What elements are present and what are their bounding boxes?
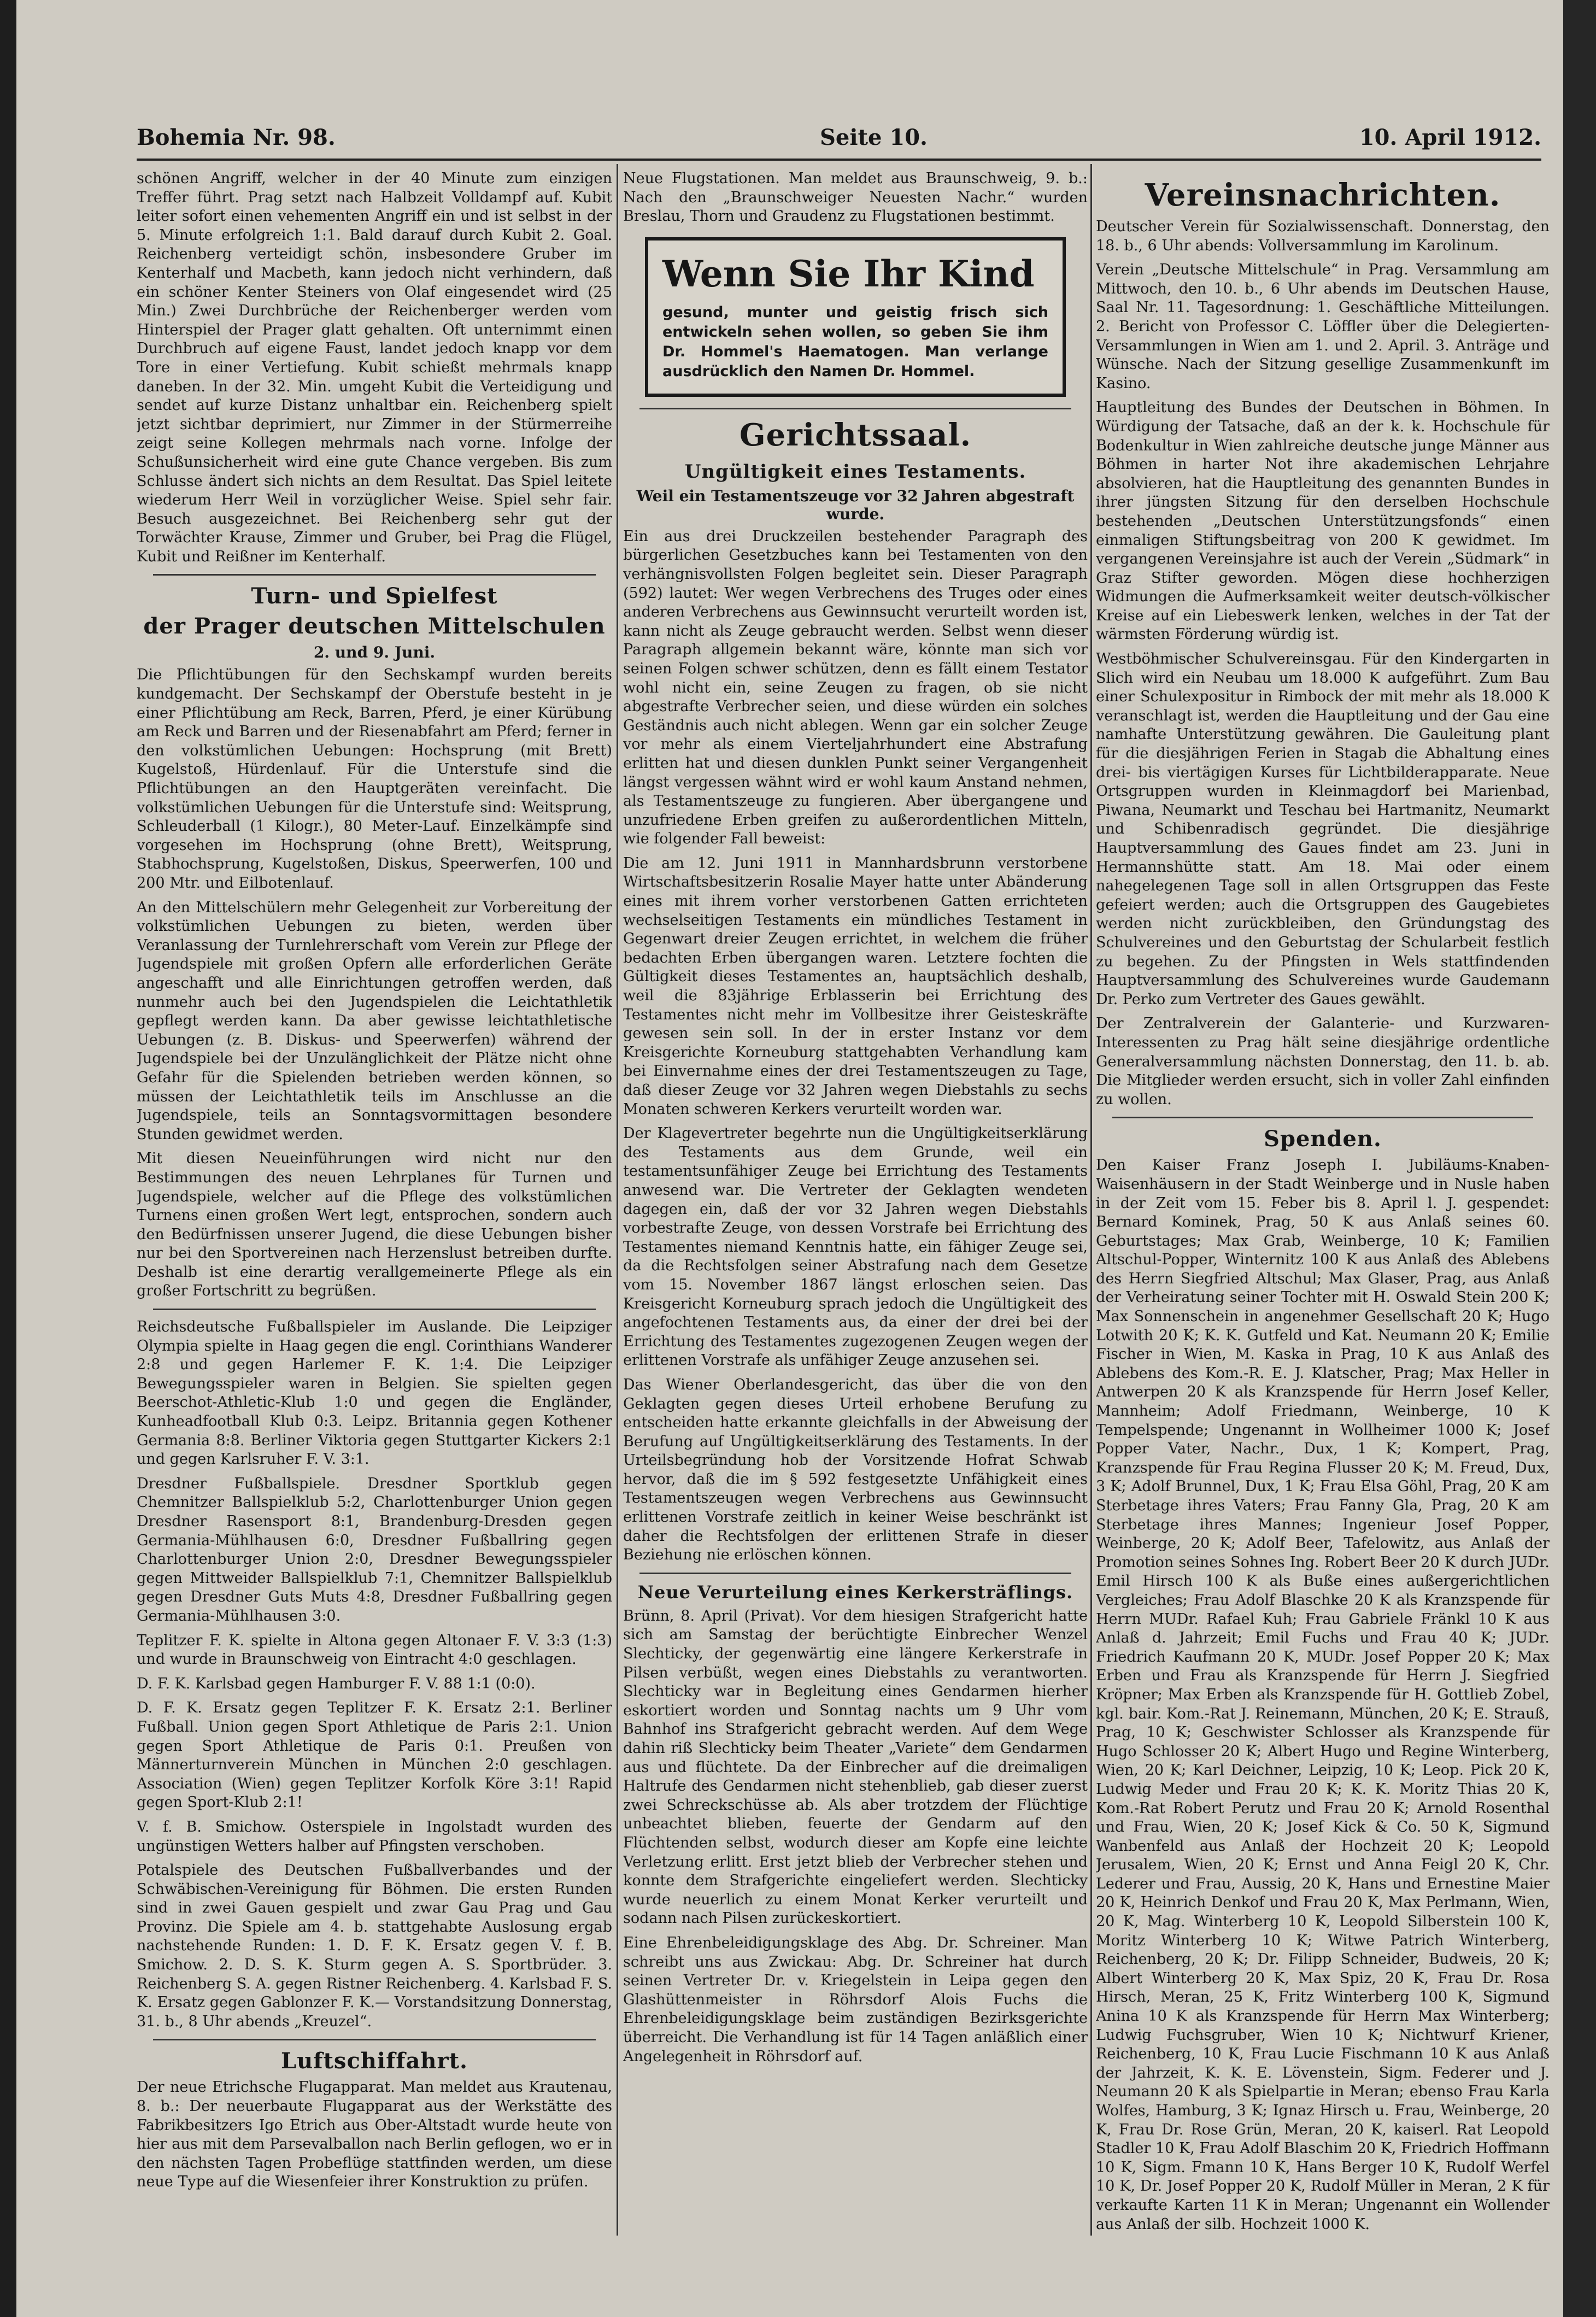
scan-left-edge — [0, 0, 16, 2317]
kerker-paragraph-1: Brünn, 8. April (Privat). Vor dem hiesigen Strafgericht hatte sich am Samstag der berüchtigte Einbrecher Wenzel Slechticky, der gegenwärtig eine längere Kerkerstrafe in Pilsen verbüßt, wegen eines Diebstahls zu verantworten. Slechticky war in Begleitung eines Gendarmen hierher eskortiert worden und Sonntag nachts um 9 Uhr vom Bahnhof ins Strafgericht gebracht werden. Auf dem Wege dahin riß Slechticky beim Theater „Variete“ dem Gendarmen aus und flüchtete. Da der Einbrecher auf die dreimaligen Haltrufe des Gendarmen nicht stehenblieb, gab dieser zuerst zwei Schreckschüsse ab. Als aber trotzdem der Flüchtige unbeachtet blieben, feuerte der Gendarm auf den Flüchtenden selbst, wodurch dieser am Kopfe eine leichte Verletzung erlitt. Erst jetzt blieb der Verbrecher stehen und konnte dem Strafgerichte eingeliefert werden. Slechticky wurde neuerlich zu einem Monat Kerker verurteilt und sodann nach Pilsen zurückeskortiert. — [623, 1607, 1088, 1927]
heading-gerichtssaal: Gerichtssaal. — [739, 417, 972, 453]
heading-spenden: Spenden. — [1264, 1126, 1382, 1152]
turnfest-paragraph-2: An den Mittelschülern mehr Gelegenheit zur Vorbereitung der volkstümlichen Uebungen zu bieten, werden über Veranlassung der Turnlehrerschaft vom Verein zur Pflege der Jugendspiele mit großen Opfern alle erforderlichen Geräte angeschafft und alle Einrichtungen getroffen werden, daß nunmehr auch bei den Jugendspielen die Leichtathletik gepflegt werden kann. Da aber gewisse leichtathletische Uebungen (z. B. Diskus- und Speerwerfen) während der Jugendspiele bei der Unzulänglichkeit der Plätze nicht ohne Gefahr für die Spielenden betrieben werden können, so müssen der Leichtathletik teils im Anschlusse an die Jugendspiele, teils an Sonntagsvormittagen besondere Stunden gewidmet werden. — [137, 899, 612, 1143]
heading-turnfest: Turn- und Spielfest — [251, 583, 498, 609]
turnfest-date: 2. und 9. Juni. — [313, 643, 436, 662]
testament-paragraph-1: Ein aus drei Druckzeilen bestehender Paragraph des bürgerlichen Gesetzbuches kann bei Testamenten von den verhängnisvollsten Folgen begleitet sein. Dieser Paragraph (592) lautet: Wer wegen Verbrechens des Truges oder eines anderen Verbrechens aus Gewinnsucht verurteilt worden ist, kann nicht als Zeuge gebraucht werden. Selbst wenn dieser Paragraph allgemein bekannt wäre, könnte man sich vor seinen Folgen schwer schützen, denn es fällt einem Testator wohl nicht ein, seine Zeugen zu fragen, ob sie nicht abgestrafte Verbrecher seien, und diese würden ein solches Geständnis auch nicht ablegen. Wenn gar ein solcher Zeuge vor mehr als einem Vierteljahrhundert eine Abstrafung erlitten hat und diesen dunklen Punkt seiner Vergangenheit längst vergessen wähnt wird er wohl kaum Anstand nehmen, als Testamentszeuge zu fungieren. Aber übergangene und unzufriedene Erben greifen zu außerordentlichen Mitteln, wie folgender Fall beweist: — [623, 527, 1088, 848]
header-rule — [137, 159, 1541, 161]
turnfest-paragraph-3: Mit diesen Neueinführungen wird nicht nur den Bestimmungen des neuen Lehrplanes für Turnen und Jugendspiele, welcher auf die Pflege des volkstümlichen Turnens einen großen Wert legt, entsprochen, sondern auch den Bedürfnissen unserer Jugend, die diese Uebungen bisher nur bei den Sportvereinen nach Herzenslust betreiben durfte. Deshalb ist eine derartig verallgemeinerte Pflege als ein großer Fortschritt zu begrüßen. — [137, 1150, 612, 1300]
heading-luftschiffahrt: Luftschiffahrt. — [281, 2048, 468, 2074]
heading-turnfest-line2: der Prager deutschen Mittelschulen — [143, 613, 606, 640]
football-karlsbad: D. F. K. Karlsbad gegen Hamburger F. V. 88 1:1 (0:0). — [137, 1675, 536, 1692]
separator — [153, 574, 596, 576]
column-3 — [1096, 169, 1550, 2246]
separator — [639, 1573, 1071, 1574]
column-1 — [137, 169, 612, 2246]
verein-paragraph-4: Westböhmischer Schulvereinsgau. Für den Kindergarten in Slich wird ein Neubau um 18.000 K aufgeführt. Zum Bau einer Schulexpositur in Rimbock der mit mehr als 18.000 K veranschlagt ist, werden die Hauptleitung und der Gau eine namhafte Unterstützung gewähren. Die Gauleitung plant für die diesjährigen Ferien in Stagab die Abhaltung eines drei- bis viertägigen Kurses für Lichtbilderapparate. Neue Ortsgruppen wurden in Kleinmagdorf bei Marienbad, Piwana, Neumarkt und Teschau bei Hartmanitz, Neumarkt und Schibenradisch gegründet. Die diesjährige Hauptversammlung des Gaues findet am 23. Juni in Hermannshütte statt. Am 18. Mai oder einem nahegelegenen Tage soll in allen Ortsgruppen das Feste gefeiert werden; auch die Ortsgruppen des Gaugebietes werden nicht zurückbleiben, den Gründungstag des Schulvereines und den Geburtstag der Schularbeit festlich zu begehen. Zu der Pfingsten in Wels stattfindenden Hauptversammlung des Schulvereines wurde Gaudemann Dr. Perko zum Vertreter des Gaues gewählt. — [1096, 650, 1550, 1008]
testament-paragraph-4: Das Wiener Oberlandesgericht, das über die von den Geklagten gegen dieses Urteil erhobene Berufung zu entscheiden hatte erkannte gleichfalls in der Abweisung der Berufung auf Ungültigkeitserklärung des Testaments. In der Urteilsbegründung hob der Vorsitzende Hofrat Schwab hervor, daß die im § 592 festgesetzte Unfähigkeit eines Testamentszeugen wegen Verbrechens aus Gewinnsucht erlittenen Vorstrafe zeitlich in keiner Weise beschränkt ist daher die Rechtsfolgen der erlittenen Strafe in dieser Beziehung nie erlöschen können. — [623, 1376, 1088, 1564]
column-2 — [623, 169, 1088, 2246]
header-date: 10. April 1912. — [1359, 125, 1541, 150]
testament-subheading: Weil ein Testamentszeuge vor 32 Jahren abgestraft wurde. — [636, 486, 1075, 523]
ad-headline: Wenn Sie Ihr Kind — [662, 252, 1035, 295]
scan-right-edge — [1563, 0, 1596, 2317]
verein-paragraph-5: Der Zentralverein der Galanterie- und Kurzwaren-Interessenten zu Prag hält seine diesjährige ordentliche Generalversammlung nächsten Donnerstag, den 11. b. ab. Die Mitglieder werden ersucht, sich in voller Zahl einfinden zu wollen. — [1096, 1015, 1550, 1108]
column-rule-1 — [617, 164, 618, 2236]
advertisement-haematogen — [645, 237, 1066, 397]
ad-body: gesund, munter und geistig frisch sich entwickeln sehen wollen, so geben Sie ihm Dr. Hommel's Haematogen. Man verlange ausdrücklich den Namen Dr. Hommel. — [662, 303, 1048, 380]
luftschiffahrt-paragraph: Der neue Etrichsche Flugapparat. Man meldet aus Krautenau, 8. b.: Der neuerbaute Flugapparat aus der Werkstätte des Fabrikbesitzers Igo Etrich aus Ober-Altstadt wurde heute von hier aus mit dem Parsevalballon nach Berlin geflogen, wo er in den nächsten Tagen Probeflüge stattfinden werden, um diese neue Type auf die Wiesenfeier ihrer Konstruktion zu prüfen. — [137, 2079, 612, 2191]
header-page-number: Seite 10. — [820, 125, 928, 150]
football-teplitz: Teplitzer F. K. spielte in Altona gegen Altonaer F. V. 3:3 (1:3) und wurde in Braunschweig von Eintracht 4:0 geschlagen. — [137, 1632, 612, 1668]
kerker-paragraph-2: Eine Ehrenbeleidigungsklage des Abg. Dr. Schreiner. Man schreibt uns aus Zwickau: Abg. Dr. Schreiner hat durch seinen Vertreter Dr. v. Kriegelstein in Leipa gegen den Glashüttenmeister in Röhrsdorf Alois Fuchs die Ehrenbeleidigungsklage beim zuständigen Bezirksgerichte überreicht. Die Verhandlung ist für 14 Tagen anläßlich einer Angelegenheit in Röhrsdorf auf. — [623, 1934, 1088, 2065]
football-abroad: Reichsdeutsche Fußballspieler im Auslande. Die Leipziger Olympia spielte in Haag gegen die engl. Corinthians Wanderer 2:8 und gegen Harlemer F. K. 1:4. Die Leipziger Bewegungsspieler waren in Belgien. Sie spielten gegen Beerschot-Athletic-Klub 1:0 und gegen die Engländer, Kunheadfootball Klub 0:3. Leipz. Britannia gegen Kothener Germania 8:8. Berliner Viktoria gegen Stuttgarter Kickers 2:1 und gegen Karlsruher F. V. 3:1. — [137, 1318, 612, 1468]
turnfest-paragraph-1: Die Pflichtübungen für den Sechskampf wurden bereits kundgemacht. Der Sechskampf der Oberstufe besteht in je einer Pflichtübung am Reck, Barren, Pferd, je einer Kürübung am Reck und Barren und der Riesenabfahrt am Pferd; ferner in den volkstümlichen Uebungen: Hochsprung (mit Brett) Kugelstoß, Hürdenlauf. Für die Unterstufe sind die Pflichtübungen an den Hauptgeräten vereinfacht. Die volkstümlichen Uebungen für die Unterstufe sind: Weitsprung, Schleuderball (1 Kilogr.), 80 Meter-Lauf. Einzelkämpfe sind vorgesehen im Hochsprung (ohne Brett), Weitsprung, Stabhochsprung, Kugelstoßen, Diskus, Speerwerfen, 100 und 200 Mtr. und Eilbotenlauf. — [137, 666, 612, 891]
spenden-paragraph: Den Kaiser Franz Joseph I. Jubiläums-Knaben-Waisenhäusern in der Stadt Weinberge und in Nusle haben in der Zeit vom 15. Feber bis 8. April l. J. gespendet: Bernard Kominek, Prag, 50 K aus Anlaß seines 60. Geburtstages; Max Grab, Weinberge, 10 K; Familien Altschul-Popper, Winternitz 100 K aus Anlaß des Ablebens des Herrn Siegfried Altschul; Max Glaser, Prag, aus Anlaß der Verheiratung seiner Tochter mit H. Oswald Stein 200 K; Max Sonnenschein in angenehmer Gesellschaft 20 K; Hugo Lotwith 20 K; K. K. Gutfeld und Kat. Neumann 20 K; Emilie Fischer in Wien, M. Kaska in Prag, 10 K aus Anlaß des Ablebens des Kom.-R. E. J. Klatscher, Prag; Max Heller in Antwerpen 20 K als Kranzspende für Herrn Josef Keller, Mannheim; Adolf Friedmann, Weinberge, 10 K Tempelspende; Ungenannt in Wollheimer 1000 K; Josef Popper Vater, Nachr., Dux, 1 K; Kompert, Prag, Kranzspende für Frau Regina Flusser 20 K; M. Freud, Dux, 3 K; Adolf Brunnel, Dux, 1 K; Frau Elsa Göhl, Prag, 20 K am Sterbetage ihres Vaters; Frau Fanny Gla, Prag, 20 K am Sterbetage ihres Mannes; Ingenieur Josef Popper, Weinberge, 20 K; Adolf Beer, Tafelowitz, aus Anlaß der Promotion seines Sohnes Ing. Robert Beer 20 K durch JUDr. Emil Hirsch 100 K als Buße eines außergerichtlichen Vergleiches; Frau Adolf Blaschke 20 K als Kranzspende für Herrn MUDr. Rafael Kuh; Frau Gabriele Fränkl 10 K aus Anlaß d. Jahrzeit; Emil Fuchs und Frau 40 K; JUDr. Friedrich Kaufmann 20 K, MUDr. Josef Popper 20 K; Max Erben und Frau als Kranzspende für Herrn J. Siegfried Kröpner; Max Erben als Kranzspende für H. Gottlieb Zobel, kgl. bair. Kom.-Rat J. Reinemann, München, 20 K; E. Strauß, Prag, 10 K; Geschwister Schlosser als Kranzspende für Hugo Schlosser 20 K; Albert Hugo und Regine Winterberg, Wien, 20 K; Karl Deichner, Leipzig, 10 K; Leop. Pick 20 K, Ludwig Meder und Frau 20 K; K. K. Moritz Thias 20 K, Kom.-Rat Robert Perutz und Frau 20 K; Arnold Rosenthal und Frau, Wien, 20 K; Josef Kick & Co. 50 K, Sigmund Wanbenfeld aus Anlaß der Hochzeit 20 K; Leopold Jerusalem, Wien, 20 K; Ernst und Anna Feigl 20 K, Chr. Lederer und Frau, Aussig, 20 K, Hans und Ernestine Maier 20 K, Heinrich Denkof und Frau 20 K, Max Perlmann, Wien, 20 K, Mag. Winterberg 10 K, Leopold Silberstein 100 K, Moritz Winterberg 10 K; Witwe Patrich Winterberg, Reichenberg, 20 K; Dr. Filipp Schneider, Budweis, 20 K; Albert Winterberg 20 K, Max Spiz, 20 K, Frau Dr. Rosa Hirsch, Meran, 25 K, Fritz Winterberg 100 K, Sigmund Anina 10 K als Kranzspende für Herrn Max Winterberg; Ludwig Fuchsgruber, Wien 10 K; Nichtwurf Kriener, Reichenberg, 10 K, Frau Lucie Fischmann 10 K aus Anlaß der Jahrzeit, K. K. E. Lövenstein, Sigm. Federer und J. Neumann 20 K als Spielpartie in Meran; ebenso Frau Karla Wolfes, Hamburg, 3 K; Ignaz Hirsch u. Frau, Weinberge, 20 K, Frau Dr. Rose Grün, Meran, 20 K, kaiserl. Rat Leopold Stadler 10 K, Frau Adolf Blaschim 20 K, Friedrich Hoffmann 10 K, Sigm. Fmann 10 K, Hans Berger 10 K, Rudolf Werfel 10 K, Dr. Josef Popper 20 K, Rudolf Müller in Meran, 2 K für verkaufte Karten 11 K in Meran; Ungenannt ein Wollender aus Anlaß der silb. Hochzeit 1000 K. — [1096, 1157, 1550, 2233]
header-publication: Bohemia Nr. 98. — [137, 125, 336, 150]
article-flugstationen: Neue Flugstationen. Man meldet aus Braunschweig, 9. b.: Nach den „Braunschweiger Neuesten Nachr.“ wurden Breslau, Thorn und Graudenz zu Flugstationen bestimmt. — [623, 170, 1088, 225]
separator — [153, 1309, 596, 1310]
separator — [1112, 1117, 1533, 1118]
testament-paragraph-3: Der Klagevertreter begehrte nun die Ungültigkeitserklärung des Testaments aus dem Grunde, weil ein testamentsunfähiger Zeuge bei Errichtung des Testaments anwesend war. Die Vertreter der Geklagten wendeten dagegen ein, daß der vor 32 Jahren wegen Diebstahls vorbestrafte Zeuge, von dessen Vorstrafe bei Errichtung des Testamentes niemand Kenntnis hatte, ein fähiger Zeuge sei, da die Rechtsfolgen seiner Abstrafung nach dem Gesetze vom 15. November 1867 längst erloschen seien. Das Kreisgericht Korneuburg sprach jedoch die Ungültigkeit des angefochtenen Testaments aus, da einer der drei bei der Errichtung des Testamentes zugezogenen Zeugen wegen der erlittenen Vorstrafe als unfähiger Zeuge anzusehen sei. — [623, 1125, 1088, 1369]
separator — [639, 408, 1071, 409]
verein-paragraph-2: Verein „Deutsche Mittelschule“ in Prag. Versammlung am Mittwoch, den 10. b., 6 Uhr abends im Deutschen Hause, Saal Nr. 11. Tagesordnung: 1. Geschäftliche Mitteilungen. 2. Bericht von Professor C. Löffler über die Delegierten-Versammlungen in Wien am 1. und 2. April. 3. Anträge und Wünsche. Nach der Sitzung gesellige Zusammenkunft im Kasino. — [1096, 261, 1550, 392]
column-rule-2 — [1090, 164, 1092, 2236]
heading-kerkerstraefling: Neue Verurteilung eines Kerkersträflings. — [637, 1581, 1073, 1603]
separator — [153, 2039, 596, 2040]
heading-testament: Ungültigkeit eines Testaments. — [684, 460, 1026, 483]
football-dresden: Dresdner Fußballspiele. Dresdner Sportklub gegen Chemnitzer Ballspielklub 5:2, Charlottenburger Union gegen Dresdner Rasensport 8:1, Brandenburg-Dresden gegen Germania-Mühlhausen 6:0, Dresdner Fußballring gegen Charlottenburger Union 2:0, Dresdner Bewegungsspieler gegen Mittweider Ballspielklub 7:1, Chemnitzer Ballspielklub gegen Dresdner Guts Muts 4:8, Dresdner Fußballring gegen Germania-Mühlhausen 3:0. — [137, 1475, 612, 1624]
verein-paragraph-1: Deutscher Verein für Sozialwissenschaft. Donnerstag, den 18. b., 6 Uhr abends: Vollversammlung im Karolinum. — [1096, 218, 1550, 254]
football-cup: Potalspiele des Deutschen Fußballverbandes und der Schwäbischen-Vereinigung für Böhmen. Die ersten Runden sind in zwei Gauen gespielt und zwar Gau Prag und Gau Provinz. Die Spiele am 4. b. stattgehabte Auslosung ergab nachstehende Runden: 1. D. F. K. Ersatz gegen V. f. B. Smichow. 2. D. S. K. Sturm gegen A. S. Sportbrüder. 3. Reichenberg S. A. gegen Ristner Reichenberg. 4. Karlsbad F. S. K. Ersatz gegen Gablonzer F. K.— Vorstandsitzung Donnerstag, 31. b., 8 Uhr abends „Kreuzel“. — [137, 1862, 612, 2030]
heading-vereinsnachrichten: Vereinsnachrichten. — [1145, 177, 1501, 213]
page-header — [137, 125, 1541, 157]
verein-paragraph-3: Hauptleitung des Bundes der Deutschen in Böhmen. In Würdigung der Tatsache, daß an der k. k. Hochschule für Bodenkultur in Wien zahlreiche deutsche junge Männer aus Böhmen in harter Not ihre akademischen Lehrjahre absolvieren, hat die Hauptleitung des genannten Bundes in ihrer jüngsten Sitzung für den derselben Hochschule bestehenden „Deutschen Unterstützungsfonds“ einen einmaligen Stiftungsbeitrag von 200 K gewidmet. Im vergangenen Vereinsjahre ist auch der Verein „Südmark“ in Graz Stifter geworden. Mögen diese hochherzigen Widmungen die Aufmerksamkeit weiter deutsch-völkischer Kreise auf ein Liebeswerk lenken, welches in der Tat der wärmsten Förderung würdig ist. — [1096, 399, 1550, 643]
football-smichow: V. f. B. Smichow. Osterspiele in Ingolstadt wurden des ungünstigen Wetters halber auf Pfingsten verschoben. — [137, 1818, 612, 1855]
football-berlin: D. F. K. Ersatz gegen Teplitzer F. K. Ersatz 2:1. Berliner Fußball. Union gegen Sport Athletique de Paris 2:1. Union gegen Sport Athletique de Paris 0:1. Preußen von Männerturnverein München in München 2:0 geschlagen. Association (Wien) gegen Teplitzer Korfolk Köre 3:1! Rapid gegen Sport-Klub 2:1! — [137, 1699, 612, 1811]
testament-paragraph-2: Die am 12. Juni 1911 in Mannhardsbrunn verstorbene Wirtschaftsbesitzerin Rosalie Mayer hatte unter Abänderung eines mit ihrem vorher verstorbenen Gatten errichteten wechselseitigen Testaments ein mündliches Testament in Gegenwart dreier Zeugen errichtet, in welchem die früher bedachten Erben übergangen waren. Letztere fochten die Gültigkeit dieses Testamentes an, hauptsächlich deshalb, weil die 83jährige Erblasserin bei Errichtung des Testamentes nicht mehr im Vollbesitze ihrer Geisteskräfte gewesen sein soll. In der in erster Instanz vor dem Kreisgerichte Korneuburg stattgehabten Verhandlung kam bei Einvernahme eines der drei Testamentszeugen zu Tage, daß dieser Zeuge vor 32 Jahren wegen Diebstahls zu sechs Monaten schweren Kerkers verurteilt worden war. — [623, 854, 1088, 1118]
article-football-continued: schönen Angriff, welcher in der 40 Minute zum einzigen Treffer führt. Prag setzt nach Halbzeit Volldampf auf. Kubit leiter sofort einen vehementen Angriff ein und ist selbst in der 5. Minute erfolgreich 1:1. Bald darauf durch Kubit 2. Goal. Reichenberg verteidigt schön, insbesondere Gruber im Kenterhalf und Macbeth, kann jedoch nicht verhindern, daß ein schöner Kenter Steiners von Olaf eingesendet wird (25 Min.) Zwei Durchbrüche der Reichenberger werden vom Hinterspiel der Prager glatt gehalten. Oft unternimmt einen Durchbruch auf eigene Faust, landet jedoch knapp vor dem Tore in einer Vertiefung. Kubit schießt mehrmals knapp daneben. In der 32. Min. umgeht Kubit die Verteidigung und sendet auf kurze Distanz unhaltbar ein. Reichenberg spielt jetzt sichtbar deprimiert, nur Zimmer in der Stürmerreihe zeigt seine Kollegen mehrmals nach vorne. Infolge der Schußunsicherheit wird eine gute Chance vergeben. Bis zum Schlusse ändert sich nichts an dem Resultat. Das Spiel leitete wiederum Herr Weil in vorzüglicher Weise. Spiel sehr fair. Besuch ausgezeichnet. Bei Reichenberg sehr gut der Torwächter Krause, Zimmer und Gruber, bei Prag die Flügel, Kubit und Reißner im Kenterhalf. — [137, 170, 612, 565]
